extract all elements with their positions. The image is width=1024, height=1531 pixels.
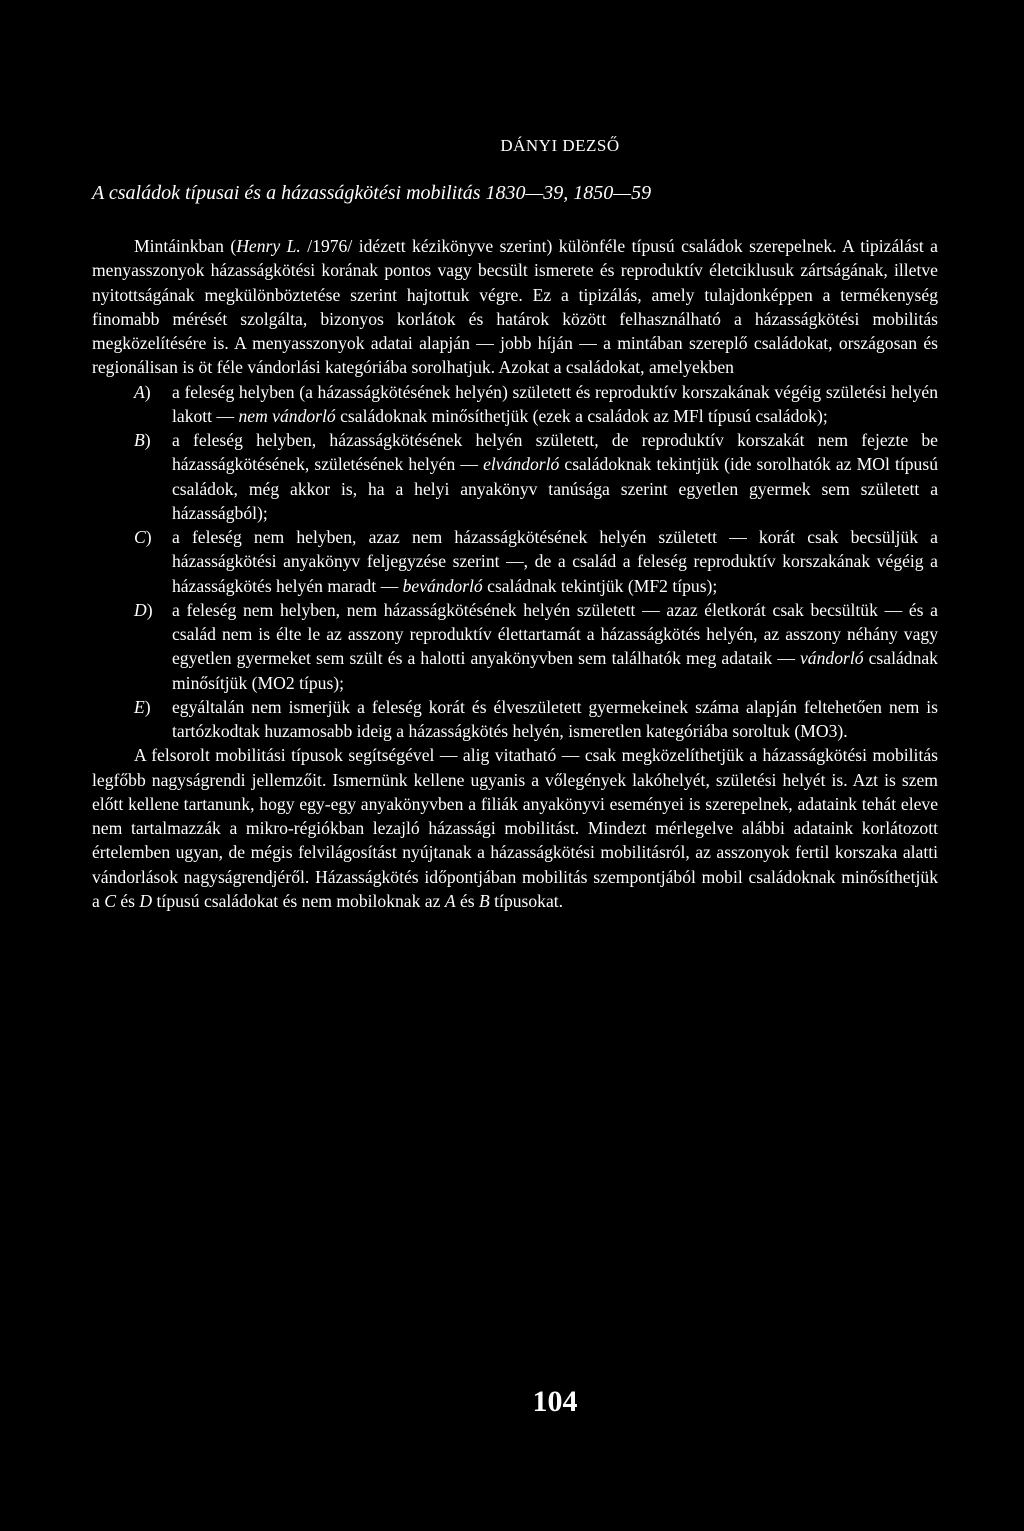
intro-text-1: Mintáinkban ( <box>134 236 237 256</box>
list-item-b <box>92 428 938 525</box>
type-a-ref: A <box>444 890 456 911</box>
intro-text-2: /1976/ idézett kézikönyve szerint) különféle típusú családok szerepelnek. A tipizálást a menyasszonyok házasságkötési korának pontos vagy becsült ismerete és reproduktív életciklusuk zártságának, illetve nyitottságának megkülönböztetése szerint hajtottuk végre. Ez a tipizálás, amely tulajdonképpen a termékenység finomabb mérését szolgálta, bizonyos korlátok és határok között felhasználható a házasságkötési mobilitás megközelítésére is. A menyasszonyok adatai alapján — jobb híján — a mintában szereplő családokat, országosan és regionálisan is öt féle vándorlási kategóriába sorolhatjuk. Azokat a családokat, amelyekben <box>92 236 938 378</box>
list-letter-d: D <box>134 599 147 620</box>
list-text-c-emphasis: bevándorló <box>402 575 483 596</box>
page-number: 104 <box>532 1385 578 1418</box>
closing-text-1: A felsorolt mobilitási típusok segítségével — alig vitatható — csak megközelíthetjük a házasságkötési mobilitás legfőbb nagyságrendi jellemzőit. Ismernünk kellene ugyanis a vőlegények lakóhelyét, születési helyét is. Azt is szem előtt kellene tartanunk, hogy egy-egy anyakönyvben a filiák anyakönyvi eseményei is szerepelnek, adataink tehát eleve nem tartalmazzák a mikro-régiókban lezajló házassági mobilitást. Mindezt mérlegelve alábbi adataink korlátozott értelemben ugyan, de mégis felvilágosítást nyújtanak a házasságkötési mobilitásról, az asszonyok fertil korszaka alatti vándorlások nagyságrendjéről. Házasságkötés időpontjában mobilitás szempontjából mobil családoknak minősíthetjük a <box>92 745 938 911</box>
list-text-c-part2: családnak tekintjük (MF2 típus); <box>482 575 718 596</box>
running-head: DÁNYI DEZSŐ <box>500 136 620 155</box>
list-text-d-emphasis: vándorló <box>800 648 864 669</box>
list-text-a-emphasis: nem vándorló <box>238 405 336 426</box>
list-text-b-part1: a feleség helyben, házasságkötésének helyén született, de reproduktív korszakát nem fejezte be házasságkötésének, születésének helyén — <box>172 430 938 475</box>
type-d-ref: D <box>139 890 153 911</box>
closing-text-2: és <box>115 890 140 911</box>
list-item-d <box>92 598 938 695</box>
list-text-a-part2: családoknak minősíthetjük (ezek a családok az MFl típusú családok); <box>335 405 828 426</box>
list-label-d: D) <box>134 599 153 620</box>
body-text <box>92 234 938 913</box>
list-letter-e: E <box>134 696 145 717</box>
list-text-e <box>172 695 938 744</box>
list-text-b-part2: családoknak tekintjük (ide sorolhatók az MOl típusú családok, még akkor is, ha a helyi anyakönyv tanúsága szerint egyetlen gyermek sem született a házasságból); <box>172 454 938 523</box>
list-text-c-part1: a feleség nem helyben, azaz nem házasságkötésének helyén született — korát csak becsüljük a házasságkötési anyakönyv feljegyzése szerint —, de a család a feleség reproduktív korszakának végéig a házasságkötés helyén maradt — <box>172 527 938 596</box>
list-letter-a: A <box>134 381 145 402</box>
list-text-b-emphasis: elvándorló <box>483 454 560 475</box>
list-item-c <box>92 525 938 598</box>
closing-text-3: típusú családokat és nem mobiloknak az <box>152 890 445 911</box>
list-label-b: B) <box>134 430 151 450</box>
type-b-ref: B <box>479 890 490 911</box>
list-text-d-part1: a feleség nem helyben, nem házasságkötésének helyén született — azaz életkorát csak becsültük — és a család nem is élte le az asszony reproduktív élettartamát a házasságkötés helyén, az asszony néhány vagy egyetlen gyermeket sem szült és a halotti anyakönyvben sem találhatók meg adataik — <box>172 599 938 669</box>
list-item-e <box>92 695 938 744</box>
section-title: A családok típusai és a házasságkötési mobilitás 1830—39, 1850—59 <box>92 182 652 204</box>
list-letter-b: B <box>134 430 145 450</box>
closing-paragraph <box>92 743 938 913</box>
list-label-c: C) <box>134 527 152 547</box>
type-c-ref: C <box>104 890 116 911</box>
list-item-a <box>92 380 938 429</box>
closing-text-5: típusokat. <box>489 890 564 911</box>
list-text-c <box>172 525 938 598</box>
intro-paragraph <box>92 234 938 380</box>
list-text-e-part1: egyáltalán nem ismerjük a feleség korát és élveszületett gyermekeinek száma alapján feltehetően nem is tartózkodtak huzamosabb ideig a házasságkötés helyén, ismeretlen kategóriába soroltuk (MO3). <box>172 696 938 741</box>
list-text-b <box>172 428 938 525</box>
list-text-a-part1: a feleség helyben (a házasságkötésének helyén) született és reproduktív korszakának végéig születési helyén lakott — <box>172 381 938 426</box>
list-text-d <box>172 598 938 695</box>
list-label-e: E) <box>134 696 151 717</box>
list-text-d-part2: családnak minősítjük (MO2 típus); <box>172 648 938 693</box>
closing-text-4: és <box>455 890 480 911</box>
list-letter-c: C <box>134 527 146 547</box>
author-name: Henry L. <box>236 236 301 256</box>
list-text-a <box>172 380 938 429</box>
list-label-a: A) <box>134 381 151 402</box>
